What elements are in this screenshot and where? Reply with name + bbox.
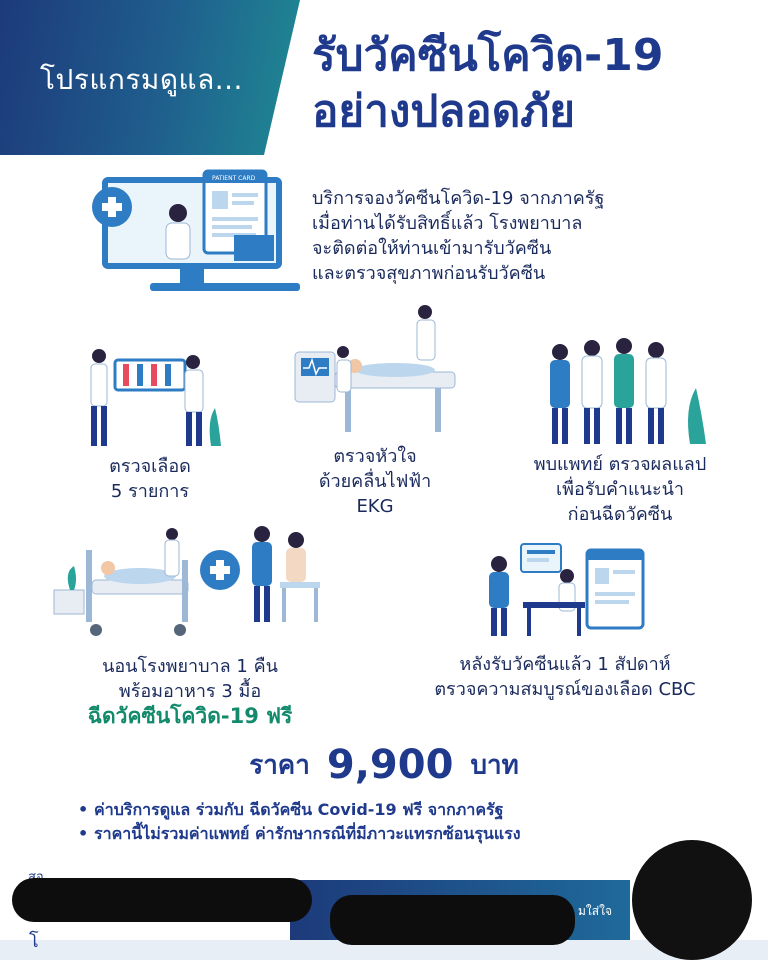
title-line-2: อย่างปลอดภัย — [312, 86, 576, 137]
service-ekg — [280, 302, 470, 519]
intro-line: จะติดต่อให้ท่านเข้ามารับวัคซีน — [312, 238, 552, 259]
monitor-doctor-illustration — [80, 165, 320, 300]
doctor-caption-line: พบแพทย์ ตรวจผลแลป — [533, 454, 707, 475]
free-vaccine-highlight: ฉีดวัคซีนโควิด-19 ฟรี — [87, 704, 293, 728]
ekg-caption-line: ด้วยคลื่นไฟฟ้า — [318, 471, 432, 492]
cbc-caption-line: หลังรับวัคซีนแล้ว 1 สัปดาห์ — [459, 654, 671, 675]
service-doctor-consult — [500, 338, 740, 527]
header-tagline: โปรแกรมดูแล... — [40, 63, 243, 96]
blood-test-illustration — [75, 340, 225, 450]
footer-fragment: มใส่ใจ — [578, 904, 612, 918]
title-line-1: รับวัคซีนโควิด-19 — [312, 30, 664, 81]
service-cbc — [390, 540, 740, 702]
patient-card-label: PATIENT CARD — [212, 175, 256, 182]
page-title — [312, 28, 752, 140]
intro-description — [312, 186, 732, 286]
blood-test-caption-line: 5 รายการ — [110, 481, 190, 502]
ekg-caption-line: ตรวจหัวใจ — [333, 446, 417, 467]
redaction-circle — [632, 840, 752, 960]
price-line — [0, 742, 768, 788]
price-unit: บาท — [470, 750, 519, 781]
intro-line: เมื่อท่านได้รับสิทธิ์แล้ว โรงพยาบาล — [312, 213, 583, 234]
price-label: ราคา — [249, 750, 310, 781]
intro-line: และตรวจสุขภาพก่อนรับวัคซีน — [312, 263, 546, 284]
blood-test-caption-line: ตรวจเลือด — [109, 456, 191, 477]
footer-fragment: โ — [29, 931, 39, 952]
stay-caption-line: พร้อมอาหาร 3 มื้อ — [118, 681, 262, 702]
price-notes — [78, 798, 718, 846]
redaction-block — [330, 895, 575, 945]
note-item: • ราคานี้ไม่รวมค่าแพทย์ ค่ารักษากรณีที่มีภาวะแทรกซ้อนรุนแรง — [78, 822, 718, 846]
stay-caption-line: นอนโรงพยาบาล 1 คืน — [102, 656, 278, 677]
doctor-caption-line: ก่อนฉีดวัคซีน — [567, 504, 673, 525]
doctor-caption-line: เพื่อรับคำแนะนำ — [555, 479, 685, 500]
note-item: • ค่าบริการดูแล ร่วมกับ ฉีดวัคซีน Covid-19 ฟรี จากภาครัฐ — [78, 798, 718, 822]
ekg-caption-line: EKG — [356, 496, 394, 517]
service-blood-test — [60, 340, 240, 504]
redaction-block — [12, 878, 312, 922]
hospital-stay-illustration — [40, 520, 340, 640]
cbc-caption-line: ตรวจความสมบูรณ์ของเลือด CBC — [434, 679, 696, 700]
service-hospital-stay — [30, 520, 350, 729]
ekg-illustration — [285, 302, 465, 444]
cbc-consult-illustration — [475, 540, 655, 640]
intro-line: บริการจองวัคซีนโควิด-19 จากภาครัฐ — [312, 188, 605, 209]
price-amount: 9,900 — [326, 742, 454, 788]
doctors-group-illustration — [530, 338, 710, 448]
